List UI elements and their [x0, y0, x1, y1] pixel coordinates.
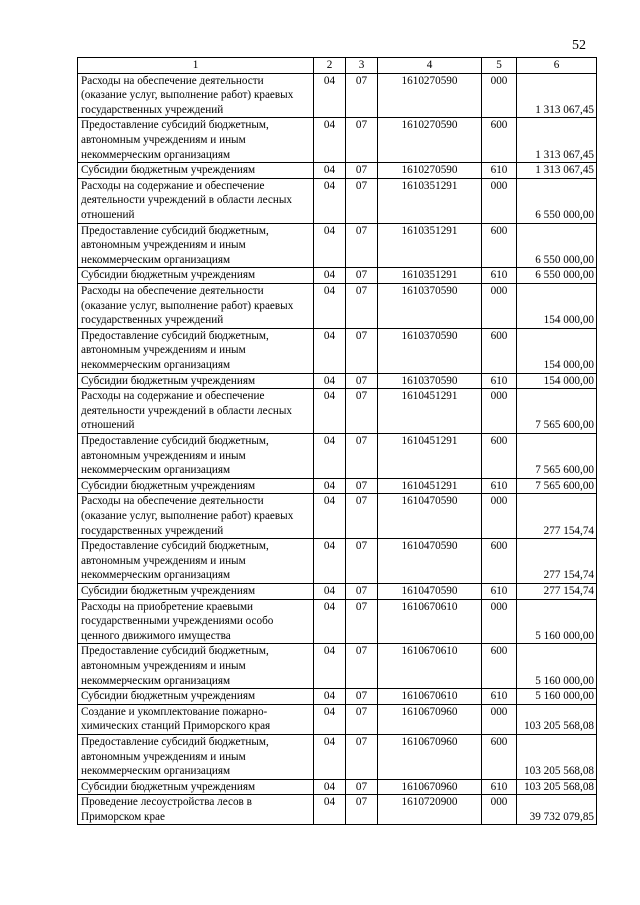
table-row [78, 433, 597, 478]
row-subsection-cell: 07 [346, 73, 378, 118]
row-expense-type-cell: 000 [482, 704, 517, 734]
table-row [78, 644, 597, 689]
table-header-row [78, 58, 597, 74]
table-row [78, 494, 597, 539]
row-target-article-cell: 1610720900 [378, 795, 482, 825]
row-expense-type-cell: 610 [482, 689, 517, 705]
row-subsection-cell: 07 [346, 539, 378, 584]
table-row [78, 734, 597, 779]
row-section-cell: 04 [314, 779, 346, 795]
row-name-cell: Предоставление субсидий бюджетным, автономным учреждениям и иным некоммерческим организациям [78, 734, 314, 779]
table-row [78, 268, 597, 284]
row-expense-type-cell: 610 [482, 779, 517, 795]
row-section-cell: 04 [314, 283, 346, 328]
table-row [78, 389, 597, 434]
row-amount-cell: 5 160 000,00 [517, 644, 597, 689]
row-target-article-cell: 1610451291 [378, 478, 482, 494]
row-amount-cell: 103 205 568,08 [517, 779, 597, 795]
table-row [78, 223, 597, 268]
row-expense-type-cell: 610 [482, 373, 517, 389]
table-row [78, 539, 597, 584]
row-section-cell: 04 [314, 795, 346, 825]
row-amount-cell: 7 565 600,00 [517, 478, 597, 494]
row-expense-type-cell: 000 [482, 389, 517, 434]
row-target-article-cell: 1610670960 [378, 779, 482, 795]
row-name-cell: Предоставление субсидий бюджетным, автономным учреждениям и иным некоммерческим организациям [78, 223, 314, 268]
row-name-cell: Расходы на обеспечение деятельности (оказание услуг, выполнение работ) краевых государственных учреждений [78, 283, 314, 328]
row-section-cell: 04 [314, 373, 346, 389]
row-section-cell: 04 [314, 644, 346, 689]
row-name-cell: Предоставление субсидий бюджетным, автономным учреждениям и иным некоммерческим организациям [78, 328, 314, 373]
row-subsection-cell: 07 [346, 118, 378, 163]
row-amount-cell: 6 550 000,00 [517, 268, 597, 284]
table-row [78, 689, 597, 705]
row-amount-cell: 1 313 067,45 [517, 73, 597, 118]
row-expense-type-cell: 610 [482, 478, 517, 494]
row-section-cell: 04 [314, 689, 346, 705]
row-target-article-cell: 1610670960 [378, 704, 482, 734]
header-cell: 1 [78, 58, 314, 74]
row-expense-type-cell: 610 [482, 583, 517, 599]
row-subsection-cell: 07 [346, 373, 378, 389]
row-target-article-cell: 1610270590 [378, 73, 482, 118]
row-amount-cell: 7 565 600,00 [517, 433, 597, 478]
table-row [78, 583, 597, 599]
row-subsection-cell: 07 [346, 178, 378, 223]
row-target-article-cell: 1610351291 [378, 223, 482, 268]
row-subsection-cell: 07 [346, 795, 378, 825]
row-name-cell: Расходы на обеспечение деятельности (оказание услуг, выполнение работ) краевых государственных учреждений [78, 73, 314, 118]
row-amount-cell: 277 154,74 [517, 539, 597, 584]
row-amount-cell: 103 205 568,08 [517, 704, 597, 734]
row-amount-cell: 277 154,74 [517, 583, 597, 599]
row-expense-type-cell: 600 [482, 539, 517, 584]
row-expense-type-cell: 000 [482, 599, 517, 644]
row-expense-type-cell: 000 [482, 283, 517, 328]
row-target-article-cell: 1610370590 [378, 373, 482, 389]
row-target-article-cell: 1610470590 [378, 583, 482, 599]
table-row [78, 73, 597, 118]
row-target-article-cell: 1610451291 [378, 433, 482, 478]
table-row [78, 328, 597, 373]
row-subsection-cell: 07 [346, 283, 378, 328]
row-section-cell: 04 [314, 704, 346, 734]
table-row [78, 178, 597, 223]
row-name-cell: Субсидии бюджетным учреждениям [78, 163, 314, 179]
row-name-cell: Расходы на содержание и обеспечение деятельности учреждений в области лесных отношений [78, 178, 314, 223]
row-target-article-cell: 1610451291 [378, 389, 482, 434]
row-amount-cell: 1 313 067,45 [517, 163, 597, 179]
table-body [78, 58, 597, 825]
row-subsection-cell: 07 [346, 734, 378, 779]
row-section-cell: 04 [314, 583, 346, 599]
row-subsection-cell: 07 [346, 268, 378, 284]
row-amount-cell: 1 313 067,45 [517, 118, 597, 163]
row-expense-type-cell: 610 [482, 163, 517, 179]
row-section-cell: 04 [314, 494, 346, 539]
row-subsection-cell: 07 [346, 599, 378, 644]
table-row [78, 373, 597, 389]
row-name-cell: Расходы на обеспечение деятельности (оказание услуг, выполнение работ) краевых государственных учреждений [78, 494, 314, 539]
table-row [78, 704, 597, 734]
row-name-cell: Субсидии бюджетным учреждениям [78, 373, 314, 389]
row-name-cell: Субсидии бюджетным учреждениям [78, 583, 314, 599]
row-expense-type-cell: 610 [482, 268, 517, 284]
row-expense-type-cell: 000 [482, 73, 517, 118]
header-cell: 5 [482, 58, 517, 74]
row-name-cell: Создание и укомплектование пожарно-химических станций Приморского края [78, 704, 314, 734]
row-name-cell: Субсидии бюджетным учреждениям [78, 779, 314, 795]
row-name-cell: Субсидии бюджетным учреждениям [78, 478, 314, 494]
row-target-article-cell: 1610670610 [378, 599, 482, 644]
table-row [78, 795, 597, 825]
row-subsection-cell: 07 [346, 389, 378, 434]
row-section-cell: 04 [314, 223, 346, 268]
row-name-cell: Расходы на содержание и обеспечение деятельности учреждений в области лесных отношений [78, 389, 314, 434]
row-subsection-cell: 07 [346, 779, 378, 795]
row-subsection-cell: 07 [346, 704, 378, 734]
row-target-article-cell: 1610470590 [378, 494, 482, 539]
row-expense-type-cell: 600 [482, 118, 517, 163]
row-section-cell: 04 [314, 478, 346, 494]
row-name-cell: Субсидии бюджетным учреждениям [78, 689, 314, 705]
row-subsection-cell: 07 [346, 223, 378, 268]
row-subsection-cell: 07 [346, 583, 378, 599]
row-amount-cell: 39 732 079,85 [517, 795, 597, 825]
row-subsection-cell: 07 [346, 689, 378, 705]
table-row [78, 779, 597, 795]
row-section-cell: 04 [314, 734, 346, 779]
row-section-cell: 04 [314, 118, 346, 163]
row-target-article-cell: 1610370590 [378, 328, 482, 373]
row-expense-type-cell: 600 [482, 328, 517, 373]
header-cell: 6 [517, 58, 597, 74]
row-amount-cell: 103 205 568,08 [517, 734, 597, 779]
row-section-cell: 04 [314, 328, 346, 373]
row-subsection-cell: 07 [346, 433, 378, 478]
row-amount-cell: 7 565 600,00 [517, 389, 597, 434]
row-name-cell: Предоставление субсидий бюджетным, автономным учреждениям и иным некоммерческим организациям [78, 118, 314, 163]
row-subsection-cell: 07 [346, 494, 378, 539]
budget-table [77, 57, 597, 825]
table-row [78, 478, 597, 494]
row-section-cell: 04 [314, 599, 346, 644]
row-target-article-cell: 1610270590 [378, 118, 482, 163]
row-section-cell: 04 [314, 178, 346, 223]
row-amount-cell: 154 000,00 [517, 283, 597, 328]
row-subsection-cell: 07 [346, 644, 378, 689]
row-section-cell: 04 [314, 268, 346, 284]
row-name-cell: Проведение лесоустройства лесов в Приморском крае [78, 795, 314, 825]
row-expense-type-cell: 000 [482, 494, 517, 539]
row-section-cell: 04 [314, 73, 346, 118]
row-expense-type-cell: 600 [482, 433, 517, 478]
row-section-cell: 04 [314, 539, 346, 584]
row-target-article-cell: 1610670610 [378, 644, 482, 689]
row-name-cell: Предоставление субсидий бюджетным, автономным учреждениям и иным некоммерческим организациям [78, 644, 314, 689]
row-amount-cell: 5 160 000,00 [517, 599, 597, 644]
row-target-article-cell: 1610370590 [378, 283, 482, 328]
row-expense-type-cell: 600 [482, 223, 517, 268]
row-expense-type-cell: 000 [482, 178, 517, 223]
row-target-article-cell: 1610470590 [378, 539, 482, 584]
table-row [78, 599, 597, 644]
header-cell: 3 [346, 58, 378, 74]
row-expense-type-cell: 600 [482, 734, 517, 779]
row-amount-cell: 154 000,00 [517, 373, 597, 389]
row-subsection-cell: 07 [346, 163, 378, 179]
row-section-cell: 04 [314, 433, 346, 478]
row-expense-type-cell: 000 [482, 795, 517, 825]
row-target-article-cell: 1610351291 [378, 268, 482, 284]
row-subsection-cell: 07 [346, 478, 378, 494]
header-cell: 2 [314, 58, 346, 74]
row-amount-cell: 5 160 000,00 [517, 689, 597, 705]
row-name-cell: Предоставление субсидий бюджетным, автономным учреждениям и иным некоммерческим организациям [78, 433, 314, 478]
row-amount-cell: 154 000,00 [517, 328, 597, 373]
row-amount-cell: 6 550 000,00 [517, 223, 597, 268]
row-amount-cell: 6 550 000,00 [517, 178, 597, 223]
row-expense-type-cell: 600 [482, 644, 517, 689]
row-target-article-cell: 1610670960 [378, 734, 482, 779]
header-cell: 4 [378, 58, 482, 74]
row-section-cell: 04 [314, 389, 346, 434]
row-target-article-cell: 1610670610 [378, 689, 482, 705]
table-row [78, 283, 597, 328]
row-name-cell: Субсидии бюджетным учреждениям [78, 268, 314, 284]
page-number: 52 [572, 38, 586, 53]
row-name-cell: Предоставление субсидий бюджетным, автономным учреждениям и иным некоммерческим организациям [78, 539, 314, 584]
row-amount-cell: 277 154,74 [517, 494, 597, 539]
row-target-article-cell: 1610270590 [378, 163, 482, 179]
row-target-article-cell: 1610351291 [378, 178, 482, 223]
table-row [78, 163, 597, 179]
row-subsection-cell: 07 [346, 328, 378, 373]
row-section-cell: 04 [314, 163, 346, 179]
table-row [78, 118, 597, 163]
row-name-cell: Расходы на приобретение краевыми государственными учреждениями особо ценного движимого имущества [78, 599, 314, 644]
